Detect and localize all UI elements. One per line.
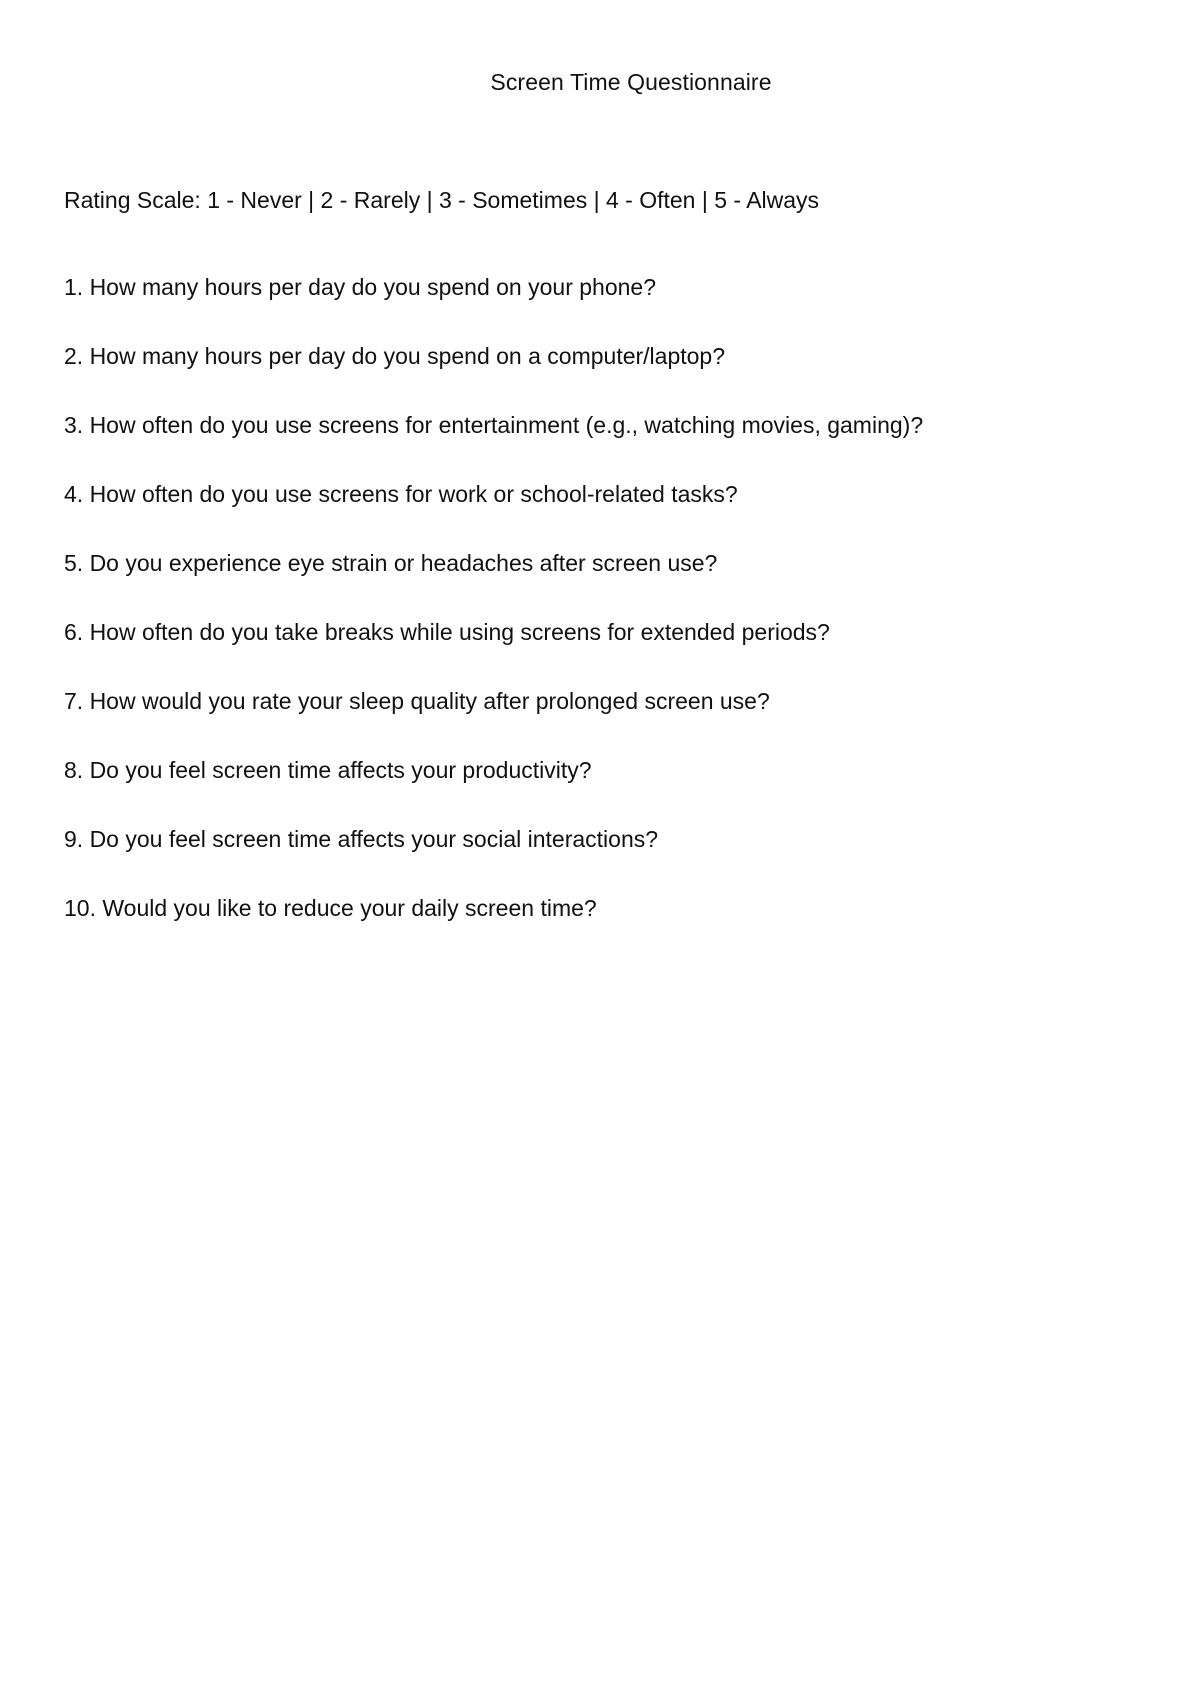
question-item: 2. How many hours per day do you spend on a computer/laptop? (64, 343, 726, 369)
page-title: Screen Time Questionnaire (490, 69, 772, 95)
question-item: 9. Do you feel screen time affects your social interactions? (64, 826, 659, 852)
question-item: 5. Do you experience eye strain or headaches after screen use? (64, 550, 718, 576)
question-item: 6. How often do you take breaks while using screens for extended periods? (64, 619, 830, 645)
question-item: 3. How often do you use screens for entertainment (e.g., watching movies, gaming)? (64, 412, 924, 438)
rating-scale: Rating Scale: 1 - Never | 2 - Rarely | 3 - Sometimes | 4 - Often | 5 - Always (64, 187, 820, 213)
question-item: 1. How many hours per day do you spend on your phone? (64, 274, 656, 300)
question-item: 4. How often do you use screens for work or school-related tasks? (64, 481, 738, 507)
question-item: 7. How would you rate your sleep quality after prolonged screen use? (64, 688, 770, 714)
question-list (64, 273, 923, 963)
question-item: 10. Would you like to reduce your daily screen time? (64, 895, 597, 921)
question-item: 8. Do you feel screen time affects your productivity? (64, 757, 592, 783)
